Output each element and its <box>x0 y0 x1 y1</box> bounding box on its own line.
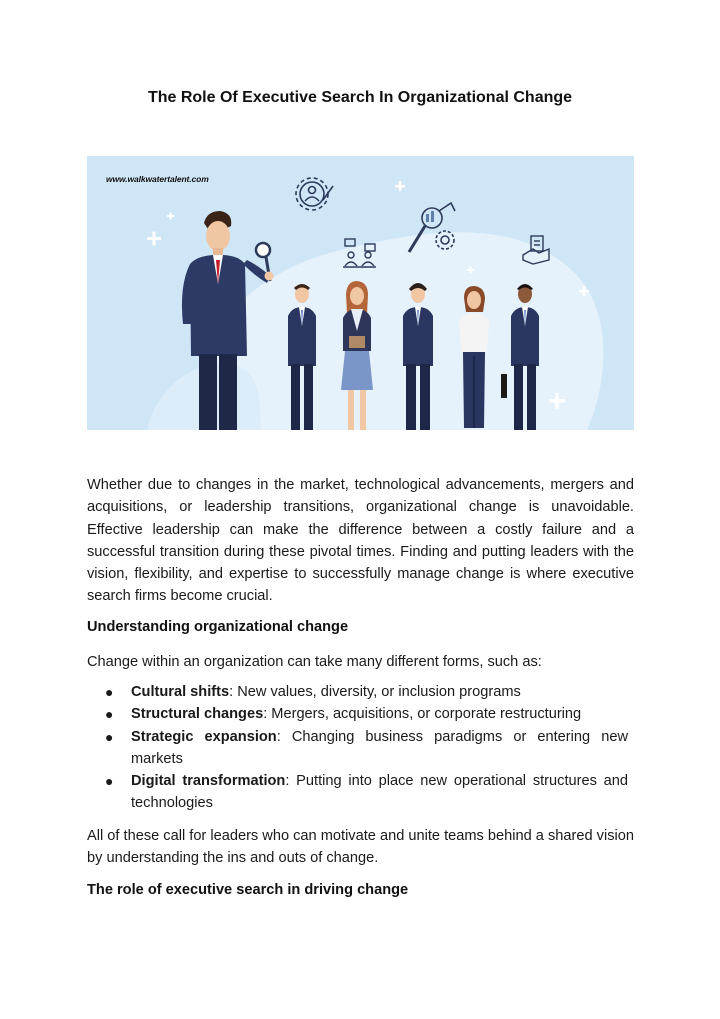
list-item <box>87 703 634 725</box>
list-item-term: Digital transformation <box>131 773 286 790</box>
section-lead-paragraph: Change within an organization can take many different forms, such as: <box>87 654 542 670</box>
bullet-icon: ● <box>105 773 114 790</box>
gear-profile-icon <box>296 178 333 210</box>
closing-paragraph: All of these call for leaders who can motivate and unite teams behind a shared vision by understanding the ins and outs of change. <box>87 828 634 867</box>
change-forms-list <box>87 681 634 815</box>
list-item-text: : Putting into place new operational structures and technologies <box>131 773 628 812</box>
list-item-text: : New values, diversity, or inclusion programs <box>229 684 521 700</box>
list-item-text: : Changing business paradigms or entering new markets <box>131 728 628 767</box>
bullet-icon: ● <box>105 706 114 723</box>
hero-illustration <box>87 156 634 430</box>
intro-paragraph: Whether due to changes in the market, technological advancements, mergers and acquisitions, or leadership transitions, organizational change is unavoidable. Effective leadership can make the difference between a costly failure and a successful transition during these pivotal times. Finding and putting leaders with the vision, flexibility, and expertise to successfully manage change is where executive search firms become crucial. <box>87 477 634 605</box>
list-item <box>87 726 634 771</box>
list-item-text: : Mergers, acquisitions, or corporate restructuring <box>263 706 582 723</box>
list-item-term: Strategic expansion <box>131 728 277 745</box>
bullet-icon: ● <box>105 684 114 700</box>
bullet-icon: ● <box>105 728 114 745</box>
page-title: The Role Of Executive Search In Organizational Change <box>147 89 573 106</box>
hero-svg <box>87 156 634 430</box>
list-item <box>87 770 634 815</box>
list-item <box>87 681 634 703</box>
section-heading-understanding: Understanding organizational change <box>87 619 349 635</box>
list-item-term: Cultural shifts <box>131 684 230 700</box>
watermark-text: www.walkwatertalent.com <box>106 174 209 184</box>
list-item-term: Structural changes <box>131 706 264 723</box>
section-heading-role: The role of executive search in driving change <box>87 882 409 898</box>
